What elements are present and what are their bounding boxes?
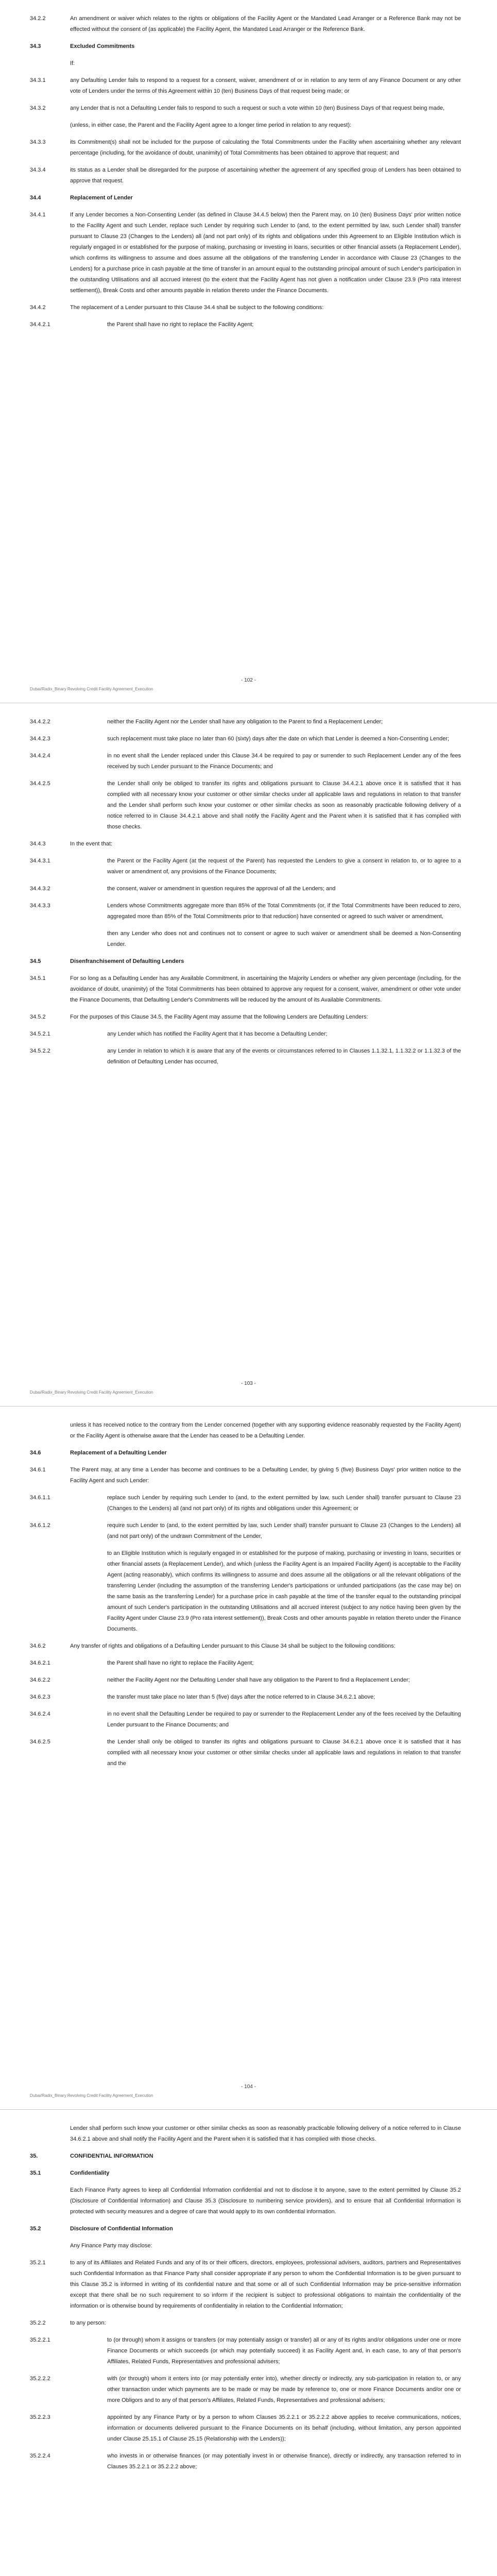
clause-paragraph [30, 2374, 461, 2406]
clause-text: any Defaulting Lender fails to respond to a request for a consent, waiver, amendment of or in relation to any term of any Finance Document or any other vote of Lenders under the terms of this Agreement within 10 (ten) Business Days of that request being made; or [70, 77, 461, 94]
clause-heading [30, 193, 461, 204]
clause-text: CONFIDENTIAL INFORMATION [70, 2153, 153, 2159]
clause-number: 34.2.2 [30, 15, 46, 22]
footer-document-reference: Dubai/Radix_Binary Revolving Credit Facility Agreement_Execution [30, 687, 153, 691]
clause-paragraph [30, 1012, 461, 1023]
clause-paragraph [30, 2335, 461, 2367]
clause-paragraph [30, 1029, 461, 1040]
clause-text: to an Eligible Institution which is regularly engaged in or established for the purpose of making, purchasing or investing in loans, securities or other financial assets (a Replacement Lender), and which (unless the Facility Agent is an Impaired Facility Agent) is acceptable to the Facility Agent (acting reasonably), which confirms its willingness to assume and does assume all the obligations or all the relevant obligations of the transferring Lender (including the assumption of the transferring Lender's participations or unfunded participations (as the case may be) on the same basis as the transferring Lender) for a purchase price in cash payable at the time of the transfer equal to the outstanding principal amount of such Lender's participation in the outstanding Utilisations and all accrued interest (subject to any notice having been given by the Facility Agent under Clause 23.9 (Pro rata interest settlement)), Break Costs and other amounts payable in relation thereto under the Finance Documents. [107, 1550, 461, 1632]
clause-paragraph [30, 856, 461, 877]
clause-number: 35.2.2.1 [30, 2337, 50, 2343]
clause-paragraph [30, 1420, 461, 1442]
clause-number: 34.4.2 [30, 304, 46, 311]
clause-paragraph [30, 210, 461, 296]
clause-text: with (or through) whom it enters into (or may potentially enter into), whether directly or indirectly, any sub-participation in relation to, or any other transaction under which payments are to be made or may be made by reference to, one or more Finance Documents and/or one or more Obligors and to any of that person's Affiliates, Related Funds, Representatives and professional advisers; [107, 2376, 461, 2403]
clause-text: to (or through) whom it assigns or transfers (or may potentially assign or transfer) all or any of its rights and/or obligations under one or more Finance Documents or which succeeds (or which may potentially succeed) it as Facility Agent and, in each case, to any of that person's Affiliates, Related Funds, Representatives and professional advisers; [107, 2337, 461, 2365]
clause-paragraph [30, 58, 461, 69]
clause-number: 34.6.1 [30, 1467, 46, 1473]
clause-text: If: [70, 60, 75, 66]
clause-number: 35.2.2.3 [30, 2414, 50, 2420]
clause-number: 34.5.2.2 [30, 1048, 50, 1054]
clause-heading [30, 2224, 461, 2234]
clause-text: the Lender shall only be obliged to transfer its rights and obligations pursuant to Clause 34.6.2.1 above once it is satisfied that it has complied with all necessary know your customer or other similar checks under all applicable laws and regulations in relation to that transfer and the [107, 1739, 461, 1767]
clause-number: 34.6.2.2 [30, 1677, 50, 1683]
clause-paragraph [30, 751, 461, 772]
clause-heading [30, 2168, 461, 2179]
clause-paragraph [30, 1709, 461, 1731]
clause-number: 34.6.1.1 [30, 1495, 50, 1501]
clause-text: Excluded Commitments [70, 43, 135, 49]
clause-number: 35. [30, 2153, 38, 2159]
clause-paragraph [30, 1737, 461, 1769]
clause-heading [30, 2151, 461, 2162]
clause-paragraph [30, 717, 461, 727]
clause-number: 34.4.3.2 [30, 886, 50, 892]
clause-paragraph [30, 1520, 461, 1542]
clause-number: 34.3.2 [30, 105, 46, 111]
clause-text: to any of its Affiliates and Related Funds and any of its or their officers, directors, employees, professional advisers, auditors, partners and Representatives such Confidential Information as that Finance Party shall consider appropriate if any person to whom the Confidential Information is to be given pursuant to this Clause 35.2 is informed in writing of its confidential nature and that some or all of such Confidential Information may be price-sensitive information except that there shall be no such requirement to so inform if the recipient is subject to professional obligations to maintain the confidentiality of the information or is otherwise bound by requirements of confidentiality in relation to the Confidential Information; [70, 2260, 461, 2309]
clause-paragraph [30, 120, 461, 131]
clause-number: 34.4.3.1 [30, 858, 50, 864]
clause-text: The Parent may, at any time a Lender has become and continues to be a Defaulting Lender, by giving 5 (five) Business Days' prior written notice to the Facility Agent and such Lender: [70, 1467, 461, 1484]
clause-number: 35.1 [30, 2170, 41, 2176]
clause-paragraph [30, 2123, 461, 2145]
clause-paragraph [30, 2451, 461, 2472]
clause-paragraph [30, 884, 461, 894]
clause-number: 34.3.1 [30, 77, 46, 83]
clause-paragraph [30, 1658, 461, 1669]
clause-text: neither the Facility Agent nor the Lender shall have any obligation to the Parent to find a Replacement Lender; [107, 719, 383, 725]
clause-text: any Lender in relation to which it is aware that any of the events or circumstances referred to in Clauses 1.1.32.1, 1.1.32.2 or 1.1.32.3 of the definition of Defaulting Lender has occurred, [107, 1048, 461, 1065]
clause-text: in no event shall the Defaulting Lender be required to pay or surrender to the Replacement Lender any of the fees received by the Defaulting Lender pursuant to the Finance Documents; and [107, 1711, 461, 1728]
clause-text: the consent, waiver or amendment in question requires the approval of all the Lenders; and [107, 886, 336, 892]
clause-paragraph [30, 1046, 461, 1067]
clause-text: neither the Facility Agent nor the Defaulting Lender shall have any obligation to the Parent to find a Replacement Lender; [107, 1677, 410, 1683]
clause-text: (unless, in either case, the Parent and the Facility Agent agree to a longer time period in relation to any request): [70, 122, 352, 128]
clause-paragraph [30, 1493, 461, 1514]
clause-number: 34.6.2.1 [30, 1660, 50, 1666]
clause-paragraph [30, 1465, 461, 1486]
clause-paragraph [30, 2185, 461, 2217]
clause-text: For so long as a Defaulting Lender has any Available Commitment, in ascertaining the Majority Lenders or whether any given percentage (including, for the avoidance of doubt, unanimity) of the Total Commitments has been obtained to approve any request for a consent, waiver, amendment or other vote under the Finance Documents, that Defaulting Lender's Commitments will be reduced by the amount of its Available Commitments. [70, 975, 461, 1003]
clause-text: any Lender that is not a Defaulting Lender fails to respond to such a request or such a vote within 10 (ten) Business Days of that request being made, [70, 105, 445, 111]
clause-number: 34.4.2.5 [30, 781, 50, 787]
clause-paragraph [30, 165, 461, 187]
clause-number: 34.4.2.3 [30, 736, 50, 742]
clause-number: 34.5.2 [30, 1014, 46, 1020]
clause-paragraph [30, 75, 461, 97]
clause-paragraph [30, 1692, 461, 1703]
clause-number: 34.4.2.2 [30, 719, 50, 725]
clause-text: replace such Lender by requiring such Lender to (and, to the extent permitted by law, such Lender shall) transfer pursuant to Clause 23 (Changes to the Lenders) all (and not part only) of its rights and obligations under this Agreement; or [107, 1495, 461, 1512]
clause-paragraph [30, 302, 461, 313]
clause-text: the transfer must take place no later than 5 (five) days after the notice referred to in Clause 34.6.2.1 above; [107, 1694, 375, 1700]
clause-text: the Parent shall have no right to replace the Facility Agent; [107, 321, 254, 328]
clause-heading [30, 41, 461, 52]
footer-document-reference: Dubai/Radix_Binary Revolving Credit Facility Agreement_Execution [30, 1390, 153, 1395]
clause-paragraph [30, 2258, 461, 2312]
clause-number: 34.4.1 [30, 212, 46, 218]
footer-document-reference: Dubai/Radix_Binary Revolving Credit Facility Agreement_Execution [30, 2093, 153, 2098]
clause-text: require such Lender to (and, to the extent permitted by law, such Lender shall) transfer pursuant to Clause 23 (Changes to the Lenders) all (and not part only) of the undrawn Commitment of the Lender, [107, 1522, 461, 1539]
clause-paragraph [30, 13, 461, 35]
document-page [0, 2110, 497, 2576]
clause-text: appointed by any Finance Party or by a person to whom Clauses 35.2.2.1 or 35.2.2.2 above applies to receive communications, notices, information or documents delivered pursuant to the Finance Documents on its behalf (including, without limitation, any person appointed under Clause 25.15.1 of Clause 25.15 (Relationship with the Lenders)); [107, 2414, 461, 2442]
clause-number: 34.4 [30, 195, 41, 201]
clause-paragraph [30, 1641, 461, 1652]
clause-text: unless it has received notice to the contrary from the Lender concerned (together with any supporting evidence reasonably requested by the Facility Agent) or the Facility Agent is otherwise aware that the Lender has ceased to be a Defaulting Lender. [70, 1422, 461, 1439]
clause-text: to any person: [70, 2320, 106, 2326]
clause-paragraph [30, 839, 461, 850]
clause-number: 34.6.2.3 [30, 1694, 50, 1700]
clause-text: then any Lender who does not and continues not to consent or agree to such waiver or amendment shall be deemed a Non-Consenting Lender. [107, 930, 461, 947]
clause-text: Confidentiality [70, 2170, 110, 2176]
clause-number: 34.4.2.4 [30, 753, 50, 759]
clause-text: For the purposes of this Clause 34.5, the Facility Agent may assume that the following Lenders are Defaulting Lenders: [70, 1014, 368, 1020]
clause-text: the Lender shall only be obliged to transfer its rights and obligations pursuant to Clause 34.4.2.1 above once it is satisfied that it has complied with all necessary know your customer or other similar checks under all applicable laws and regulations in relation to that transfer and the Lender shall perform such know your customer or other similar checks as soon as reasonably practicable following delivery of a notice referred to in Clause 34.4.2.1 above and shall notify the Facility Agent and the Parent when it is satisfied that it has complied with those checks. [107, 781, 461, 830]
clause-number: 34.6.2.5 [30, 1739, 50, 1745]
clause-text: the Parent or the Facility Agent (at the request of the Parent) has requested the Lenders to give a consent in relation to, or to agree to a waiver or amendment of, any provisions of the Finance Documents; [107, 858, 461, 875]
clause-number: 34.4.3.3 [30, 903, 50, 909]
clause-paragraph [30, 973, 461, 1006]
clause-paragraph [30, 734, 461, 744]
clause-number: 34.3.3 [30, 139, 46, 145]
clause-text: Disenfranchisement of Defaulting Lenders [70, 958, 184, 964]
clause-heading [30, 1448, 461, 1459]
document-page [0, 0, 497, 703]
clause-number: 35.2.2 [30, 2320, 46, 2326]
clause-text: Each Finance Party agrees to keep all Confidential Information confidential and not to disclose it to anyone, save to the extent permitted by Clause 35.2 (Disclosure of Confidential Information) and Clause 35.3 (Disclosure to numbering service providers), and to ensure that all Confidential Information is protected with security measures and a degree of care that would apply to its own confidential information. [70, 2187, 461, 2215]
clause-text: its Commitment(s) shall not be included for the purpose of calculating the Total Commitments under the Facility when ascertaining whether any relevant percentage (including, for the avoidance of doubt, unanimity) of Total Commitments has been obtained to approve that request; and [70, 139, 461, 156]
clause-paragraph [30, 319, 461, 330]
clause-text: The replacement of a Lender pursuant to this Clause 34.4 shall be subject to the following conditions: [70, 304, 324, 311]
clause-paragraph [30, 1548, 461, 1635]
clause-paragraph [30, 2318, 461, 2329]
clause-number: 34.3 [30, 43, 41, 49]
clause-number: 34.4.3 [30, 841, 46, 847]
clause-text: who invests in or otherwise finances (or may potentially invest in or otherwise finance), directly or indirectly, any transaction referred to in Clauses 35.2.2.1 or 35.2.2.2 above; [107, 2453, 461, 2470]
clause-paragraph [30, 778, 461, 833]
clause-paragraph [30, 2241, 461, 2251]
page-number: - 102 - [241, 677, 256, 683]
clause-heading [30, 956, 461, 967]
clause-text: Lenders whose Commitments aggregate more than 85% of the Total Commitments (or, if the Total Commitments have been reduced to zero, aggregated more than 85% of the Total Commitments prior to that reduction) have consented or agreed to such waiver or amendment, [107, 903, 461, 920]
clause-number: 34.6.2.4 [30, 1711, 50, 1717]
clause-text: Disclosure of Confidential Information [70, 2226, 173, 2232]
clause-number: 35.2.2.2 [30, 2376, 50, 2382]
clause-number: 34.5.2.1 [30, 1031, 50, 1037]
clause-paragraph [30, 901, 461, 922]
clause-number: 34.6.2 [30, 1643, 46, 1649]
clause-number: 34.3.4 [30, 167, 46, 173]
page-number: - 103 - [241, 1381, 256, 1386]
clause-text: the Parent shall have no right to replace the Facility Agent; [107, 1660, 254, 1666]
page-number: - 104 - [241, 2084, 256, 2090]
clause-number: 34.6.1.2 [30, 1522, 50, 1529]
clause-text: Lender shall perform such know your customer or other similar checks as soon as reasonably practicable following delivery of a notice referred to in Clause 34.6.2.1 above and shall notify the Facility Agent and the Parent when it is satisfied that it has complied with those checks. [70, 2125, 461, 2142]
clause-paragraph [30, 2412, 461, 2445]
clause-paragraph [30, 103, 461, 114]
clause-number: 35.2 [30, 2226, 41, 2232]
document-page [0, 703, 497, 1406]
clause-text: If any Lender becomes a Non-Consenting Lender (as defined in Clause 34.4.5 below) then the Parent may, on 10 (ten) Business Days' prior written notice to the Facility Agent and such Lender, replace such Lender by requiring such Lender to (and, to the extent permitted by law, such Lender shall) transfer pursuant to Clause 23 (Changes to the Lenders) all (and not part only) of its rights and obligations under this Agreement to an Eligible Institution which is regularly engaged in or established for the purpose of making, purchasing or investing in loans, securities or other financial assets (a Replacement Lender), which confirms its willingness to assume and does assume all the obligations of the transferring Lender in accordance with Clause 23 (Changes to the Lenders) for a purchase price in cash payable at the time of transfer in an amount equal to the outstanding principal amount of such Lender's participation in the outstanding Utilisations and all accrued interest (to the extent that the Facility Agent has not given a notification under Clause 23.9 (Pro rata interest settlement)), Break Costs and other amounts payable in relation thereto under the Finance Documents. [70, 212, 461, 294]
clause-number: 34.6 [30, 1450, 41, 1456]
clause-text: An amendment or waiver which relates to the rights or obligations of the Facility Agent or the Mandated Lead Arranger or a Reference Bank may not be effected without the consent of (as applicable) the Facility Agent, the Mandated Lead Arranger or the Reference Bank. [70, 15, 461, 32]
clause-text: Any transfer of rights and obligations of a Defaulting Lender pursuant to this Clause 34 shall be subject to the following conditions: [70, 1643, 396, 1649]
clause-paragraph [30, 928, 461, 950]
clause-text: such replacement must take place no later than 60 (sixty) days after the date on which that Lender is deemed a Non-Consenting Lender; [107, 736, 450, 742]
clause-paragraph [30, 1675, 461, 1686]
clause-number: 34.5.1 [30, 975, 46, 981]
clause-number: 35.2.2.4 [30, 2453, 50, 2459]
document-page [0, 1406, 497, 2110]
clause-text: Replacement of a Defaulting Lender [70, 1450, 167, 1456]
clause-text: Any Finance Party may disclose: [70, 2243, 152, 2249]
clause-text: In the event that: [70, 841, 112, 847]
clause-text: its status as a Lender shall be disregarded for the purpose of ascertaining whether the agreement of any specified group of Lenders has been obtained to approve that request. [70, 167, 461, 184]
clause-text: Replacement of Lender [70, 195, 133, 201]
clause-text: any Lender which has notified the Facility Agent that it has become a Defaulting Lender; [107, 1031, 328, 1037]
clause-text: in no event shall the Lender replaced under this Clause 34.4 be required to pay or surrender to such Replacement Lender any of the fees received by such Lender pursuant to the Finance Documents; and [107, 753, 461, 770]
clause-number: 34.4.2.1 [30, 321, 50, 328]
clause-number: 34.5 [30, 958, 41, 964]
clause-number: 35.2.1 [30, 2260, 46, 2266]
clause-paragraph [30, 137, 461, 159]
